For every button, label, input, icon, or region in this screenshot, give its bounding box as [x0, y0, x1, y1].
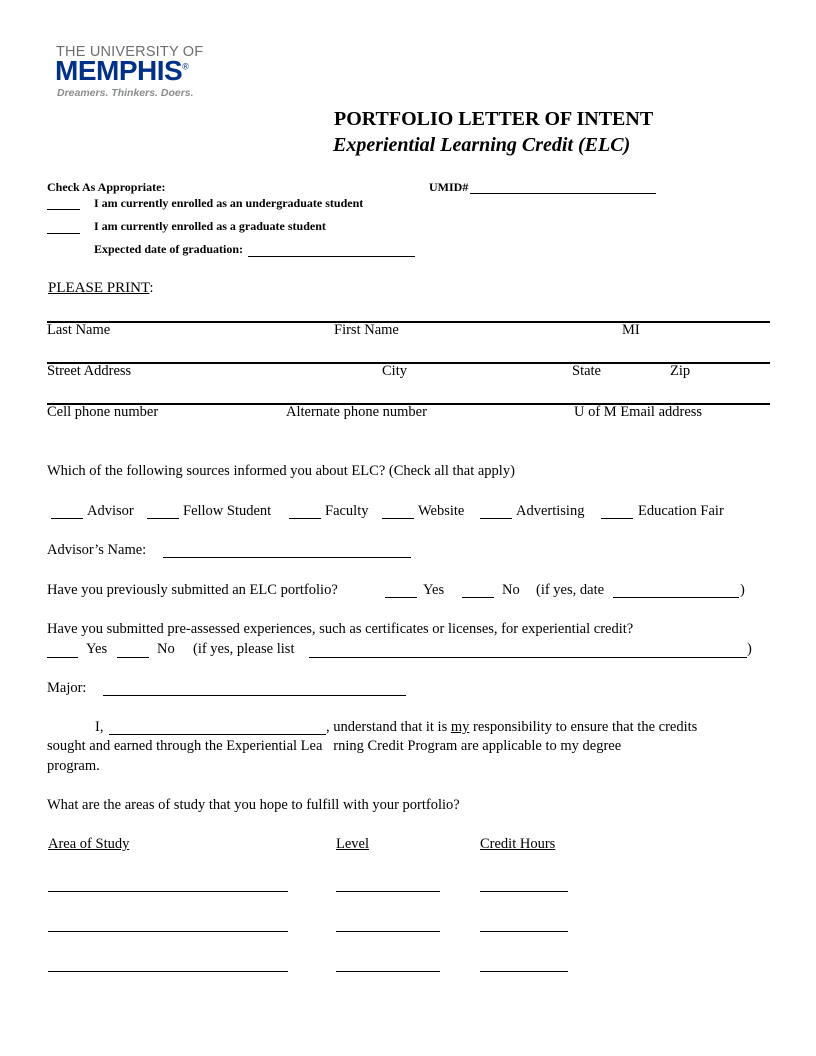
last-name-label: Last Name	[47, 322, 111, 338]
area-of-study-header: Area of Study	[48, 836, 130, 852]
advisor-check-blank[interactable]	[51, 518, 83, 519]
logo-registered-mark: ®	[182, 61, 189, 72]
level-field-1[interactable]	[336, 891, 440, 892]
major-field[interactable]	[103, 695, 406, 696]
statement-part1: , understand that it is	[326, 719, 451, 735]
preassessed-question: Have you submitted pre-assessed experiences, such as certificates or licenses, for experiential credit?	[47, 621, 634, 637]
please-print-text: PLEASE PRINT	[48, 280, 150, 296]
graduation-date-label: Expected date of graduation:	[94, 242, 243, 256]
graduation-date-field[interactable]	[248, 256, 415, 257]
level-field-3[interactable]	[336, 971, 440, 972]
graduate-option-label: I am currently enrolled as a graduate student	[94, 219, 326, 233]
level-field-2[interactable]	[336, 931, 440, 932]
city-label: City	[382, 363, 407, 379]
credit-hours-header: Credit Hours	[480, 836, 556, 852]
source-faculty-label: Faculty	[325, 503, 369, 519]
areas-question: What are the areas of study that you hope to fulfill with your portfolio?	[47, 797, 460, 813]
check-as-appropriate-label: Check As Appropriate:	[47, 180, 166, 194]
umid-label: UMID#	[429, 180, 469, 194]
preassessed-yes-blank[interactable]	[47, 657, 78, 658]
statement-line2: sought and earned through the Experiential Lea rning Credit Program are applicable to my degree	[47, 738, 622, 754]
advisor-name-field[interactable]	[163, 557, 411, 558]
source-advertising-label: Advertising	[516, 503, 585, 519]
logo-wordmark-text: MEMPHIS	[55, 55, 183, 86]
statement-part2: responsibility to ensure that the credits	[469, 719, 698, 735]
credit-hours-field-3[interactable]	[480, 971, 568, 972]
previous-yes-blank[interactable]	[385, 597, 417, 598]
logo-wordmark	[55, 55, 188, 87]
source-fellow-student-label: Fellow Student	[183, 503, 272, 519]
statement-i: I,	[95, 719, 104, 735]
street-address-label: Street Address	[47, 363, 132, 379]
previous-no-blank[interactable]	[462, 597, 494, 598]
previous-yes-label: Yes	[423, 582, 445, 598]
area-of-study-field-3[interactable]	[48, 971, 288, 972]
first-name-label: First Name	[334, 322, 399, 338]
statement-name-field[interactable]	[109, 734, 326, 735]
area-of-study-field-1[interactable]	[48, 891, 288, 892]
statement-line3: program.	[47, 758, 100, 774]
level-header: Level	[336, 836, 370, 852]
state-label: State	[572, 363, 601, 379]
preassessed-no-label: No	[157, 641, 175, 657]
graduate-check-blank[interactable]	[47, 233, 80, 234]
statement-my: my	[450, 719, 470, 735]
preassessed-no-blank[interactable]	[117, 657, 149, 658]
advisor-name-label: Advisor’s Name:	[47, 542, 147, 558]
statement-line1	[326, 719, 697, 736]
advertising-check-blank[interactable]	[480, 518, 512, 519]
previous-date-prefix: (if yes, date	[536, 582, 605, 598]
source-advisor-label: Advisor	[87, 503, 134, 519]
alternate-phone-label: Alternate phone number	[286, 404, 427, 420]
previous-no-label: No	[502, 582, 520, 598]
previous-date-field[interactable]	[613, 597, 739, 598]
logo-tagline: Dreamers. Thinkers. Doers.	[57, 87, 194, 99]
source-education-fair-label: Education Fair	[638, 503, 724, 519]
please-print-colon: :	[149, 280, 154, 296]
faculty-check-blank[interactable]	[289, 518, 321, 519]
logo-line1: THE UNIVERSITY OF	[56, 44, 204, 60]
umid-field[interactable]	[470, 193, 656, 194]
preassessed-yes-label: Yes	[86, 641, 108, 657]
preassessed-list-close: )	[747, 641, 752, 657]
page-title: PORTFOLIO LETTER OF INTENT	[334, 108, 654, 130]
major-label: Major:	[47, 680, 87, 696]
name-line[interactable]	[47, 321, 770, 323]
undergrad-check-blank[interactable]	[47, 209, 80, 210]
preassessed-list-field[interactable]	[309, 657, 747, 658]
credit-hours-field-2[interactable]	[480, 931, 568, 932]
area-of-study-field-2[interactable]	[48, 931, 288, 932]
cell-phone-label: Cell phone number	[47, 404, 159, 420]
email-label: U of M Email address	[574, 404, 703, 420]
previous-date-close: )	[740, 582, 745, 598]
education-fair-check-blank[interactable]	[601, 518, 633, 519]
fellow-student-check-blank[interactable]	[147, 518, 179, 519]
credit-hours-field-1[interactable]	[480, 891, 568, 892]
please-print-label	[48, 280, 154, 297]
previous-portfolio-question: Have you previously submitted an ELC portfolio?	[47, 582, 338, 598]
undergrad-option-label: I am currently enrolled as an undergraduate student	[94, 196, 364, 210]
preassessed-list-prefix: (if yes, please list	[193, 641, 295, 657]
middle-initial-label: MI	[622, 322, 640, 338]
website-check-blank[interactable]	[382, 518, 414, 519]
page-subtitle: Experiential Learning Credit (ELC)	[333, 134, 631, 156]
source-website-label: Website	[418, 503, 465, 519]
zip-label: Zip	[670, 363, 691, 379]
sources-question: Which of the following sources informed you about ELC? (Check all that apply)	[47, 463, 515, 479]
address-line[interactable]	[47, 362, 770, 364]
